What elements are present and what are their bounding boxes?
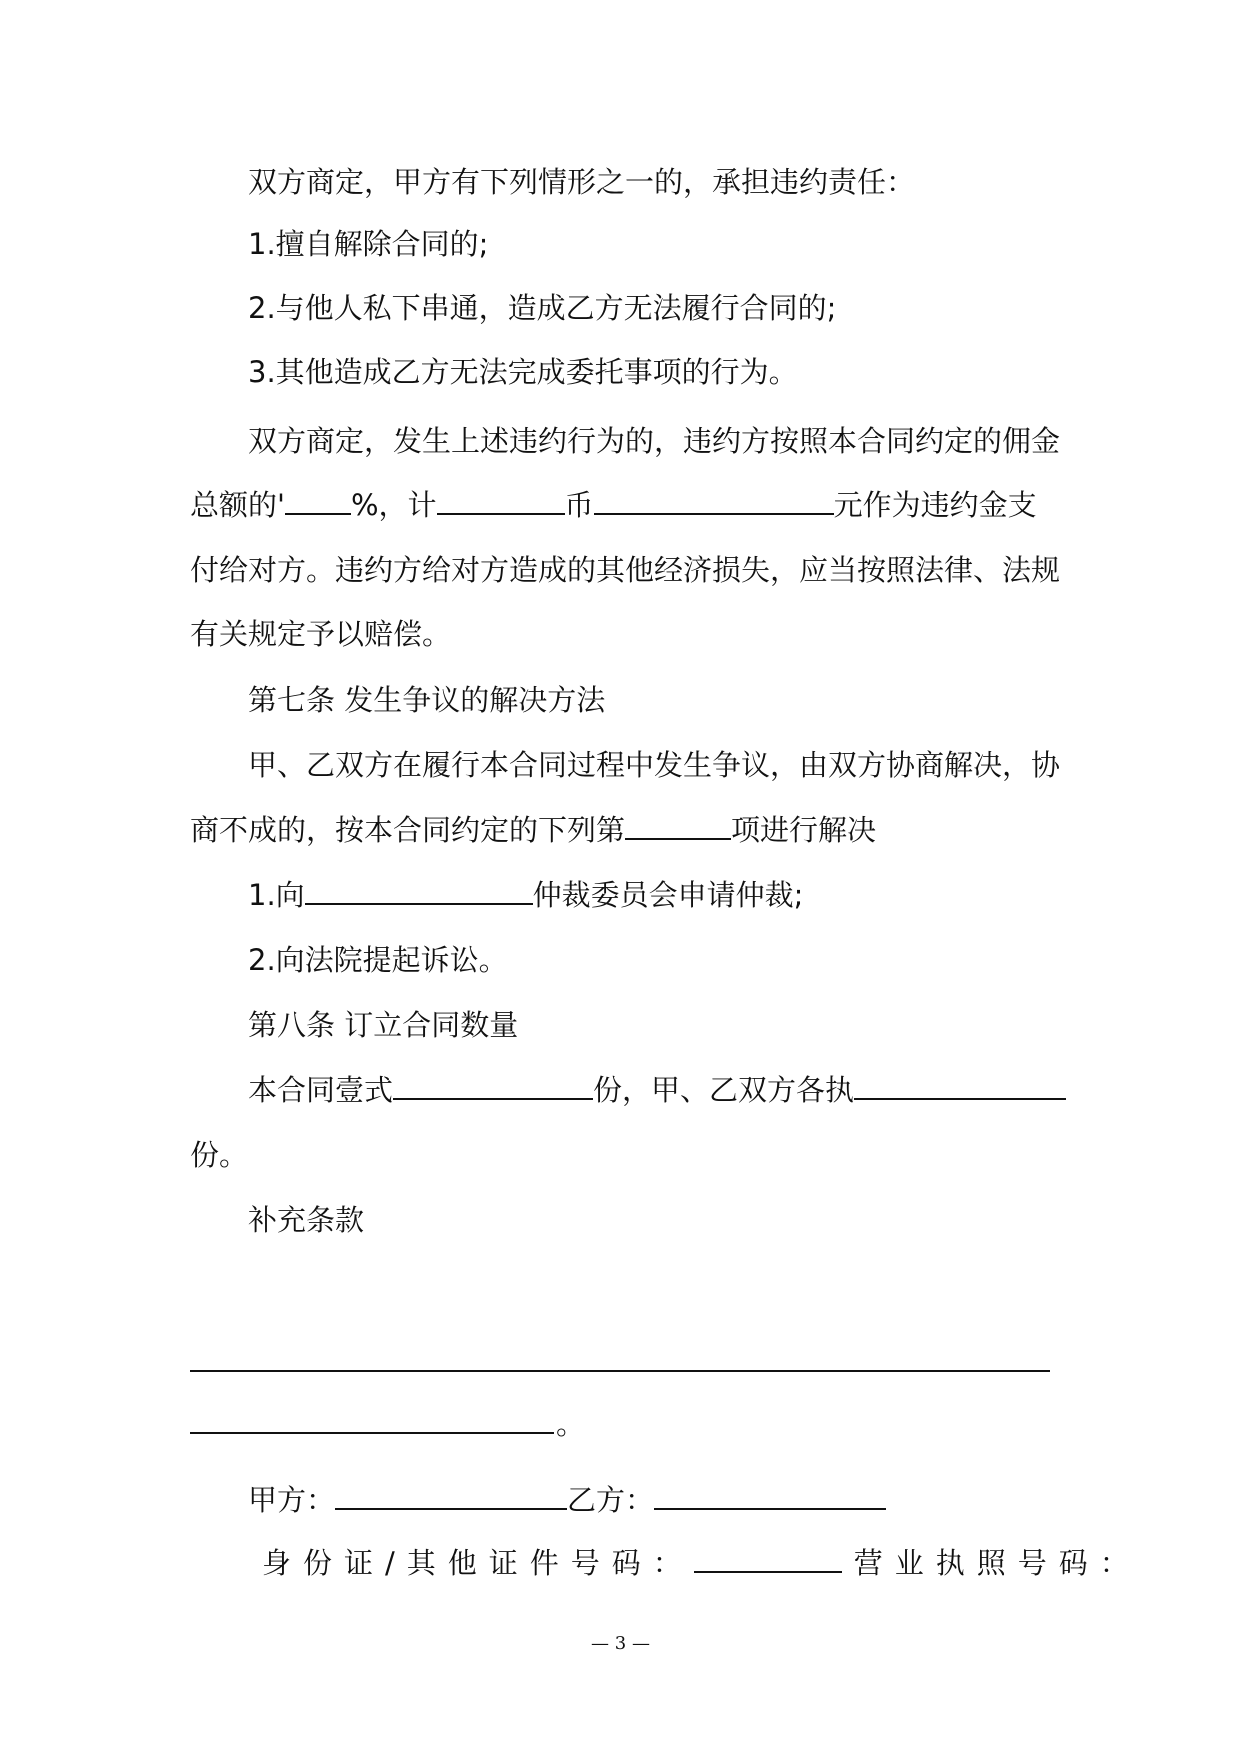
id-license-line <box>262 1543 1141 1583</box>
clause-line-2: 1.擅自解除合同的; <box>248 227 489 261</box>
total-copies-blank[interactable] <box>393 1070 593 1100</box>
party-a-blank[interactable] <box>335 1480 567 1510</box>
option-number-blank[interactable] <box>625 810 731 840</box>
page-number: — 3 — <box>591 1633 650 1654</box>
id-number-blank[interactable] <box>694 1543 842 1573</box>
copies-paragraph-line-2: 份。 <box>190 1138 249 1172</box>
dispute-paragraph-line-1: 甲、乙双方在履行本合同过程中发生争议，由双方协商解决，协 <box>248 748 1061 782</box>
clause-line-1: 双方商定，甲方有下列情形之一的，承担违约责任： <box>248 165 916 199</box>
dispute-paragraph-line-2 <box>190 810 876 850</box>
penalty-paragraph-line-1: 双方商定，发生上述违约行为的，违约方按照本合同约定的佣金 <box>248 424 1061 458</box>
arbitration-option <box>248 875 803 915</box>
party-b-label: 乙方： <box>567 1483 655 1517</box>
license-number-label: 营业执照号码： <box>853 1546 1141 1580</box>
each-party-copies-blank[interactable] <box>854 1070 1066 1100</box>
party-a-label: 甲方： <box>248 1483 336 1517</box>
supplementary-period: 。 <box>556 1407 586 1441</box>
party-b-blank[interactable] <box>654 1480 886 1510</box>
supplementary-blank-line-2[interactable] <box>190 1432 554 1434</box>
currency-text: 币 <box>564 488 594 522</box>
copies-text-2: 份，甲、乙双方各执 <box>593 1073 855 1107</box>
percentage-blank[interactable] <box>285 485 351 515</box>
clause-line-4: 3.其他造成乙方无法完成委托事项的行为。 <box>248 355 798 389</box>
supplementary-blank-line-1[interactable] <box>190 1370 1050 1372</box>
percent-count-text: %，计 <box>350 488 437 522</box>
id-number-label: 身份证/其他证件号码： <box>262 1546 694 1580</box>
clause-line-3: 2.与他人私下串通，造成乙方无法履行合同的; <box>248 291 837 325</box>
total-amount-text: 总额的' <box>190 488 285 522</box>
penalty-paragraph-line-4: 有关规定予以赔偿。 <box>190 617 452 651</box>
supplementary-terms-heading: 补充条款 <box>248 1203 365 1237</box>
penalty-text: 元作为违约金支 <box>833 488 1037 522</box>
party-signature-line <box>248 1480 886 1520</box>
arbitration-prefix: 1.向 <box>248 878 305 912</box>
article-8-heading: 第八条 订立合同数量 <box>248 1008 519 1042</box>
arbitration-text: 仲裁委员会申请仲裁; <box>532 878 804 912</box>
penalty-paragraph-line-3: 付给对方。违约方给对方造成的其他经济损失，应当按照法律、法规 <box>190 553 1061 587</box>
amount-blank[interactable] <box>594 485 834 515</box>
penalty-paragraph-line-2 <box>190 485 1037 525</box>
dispute-text: 商不成的，按本合同约定的下列第 <box>190 813 626 847</box>
article-7-heading: 第七条 发生争议的解决方法 <box>248 683 606 717</box>
arbitration-committee-blank[interactable] <box>305 875 533 905</box>
litigation-option: 2.向法院提起诉讼。 <box>248 943 508 977</box>
currency-blank[interactable] <box>437 485 565 515</box>
dispute-text-end: 项进行解决 <box>731 813 877 847</box>
copies-paragraph-line-1 <box>248 1070 1066 1110</box>
copies-text: 本合同壹式 <box>248 1073 394 1107</box>
